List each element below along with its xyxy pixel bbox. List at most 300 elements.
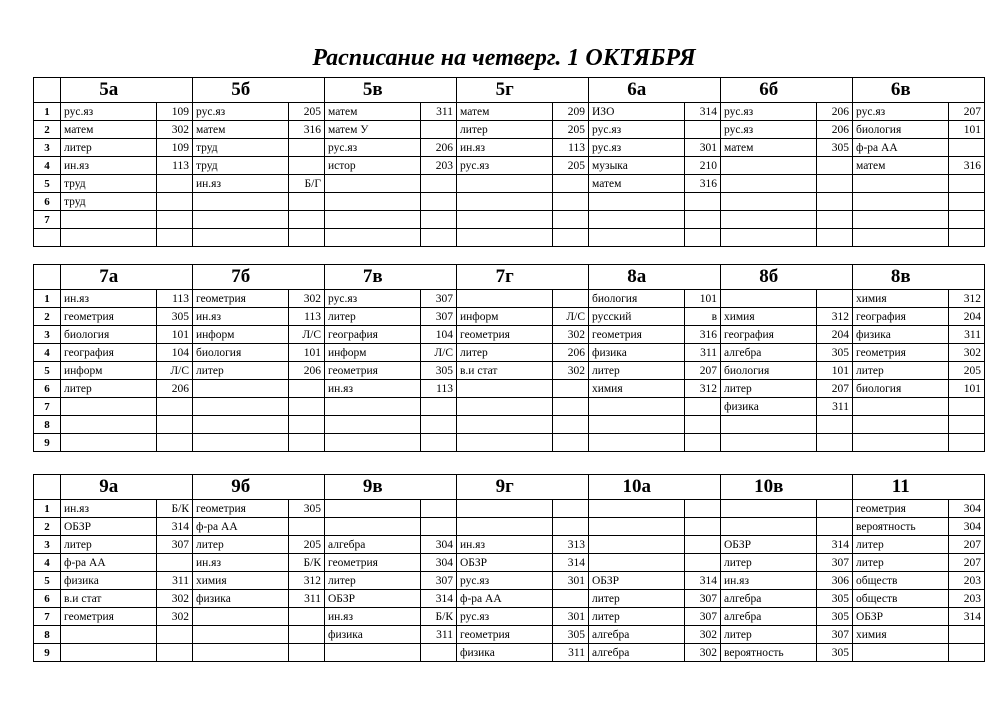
schedule-table-9-11 — [33, 474, 985, 662]
room-cell — [817, 175, 853, 193]
lesson-number: 2 — [34, 121, 61, 139]
lesson-row — [34, 121, 985, 139]
lesson-number: 1 — [34, 500, 61, 518]
room-cell — [949, 398, 985, 416]
room-cell: 304 — [421, 536, 457, 554]
subject-cell: химия — [589, 380, 685, 398]
subject-cell: литер — [193, 536, 289, 554]
subject-cell: геометрия — [193, 290, 289, 308]
room-cell: Б/К — [157, 500, 193, 518]
room-cell: 312 — [817, 308, 853, 326]
room-cell — [421, 229, 457, 247]
room-cell — [421, 518, 457, 536]
room-cell — [817, 290, 853, 308]
subject-cell — [589, 416, 685, 434]
room-cell: 205 — [289, 536, 325, 554]
room-cell: Б/К — [421, 608, 457, 626]
room-cell — [817, 434, 853, 452]
room-cell: 101 — [289, 344, 325, 362]
subject-cell — [721, 500, 817, 518]
subject-cell: ин.яз — [457, 536, 553, 554]
subject-cell: ОБЗР — [589, 572, 685, 590]
room-cell — [157, 416, 193, 434]
class-header: 9а — [61, 475, 157, 500]
class-header: 10а — [589, 475, 685, 500]
class-header: 5а — [61, 78, 157, 103]
subject-cell — [589, 211, 685, 229]
room-cell: 314 — [553, 554, 589, 572]
class-header: 6а — [589, 78, 685, 103]
room-cell: 306 — [817, 572, 853, 590]
lesson-row — [34, 380, 985, 398]
room-cell: 209 — [553, 103, 589, 121]
room-cell — [949, 416, 985, 434]
subject-cell: литер — [853, 362, 949, 380]
subject-cell: литер — [193, 362, 289, 380]
room-cell — [421, 398, 457, 416]
subject-cell: геометрия — [457, 326, 553, 344]
room-cell — [157, 644, 193, 662]
room-header — [289, 475, 325, 500]
room-cell — [553, 434, 589, 452]
room-cell — [157, 626, 193, 644]
subject-cell: матем — [853, 157, 949, 175]
room-cell: Б/Г — [289, 175, 325, 193]
room-cell: 312 — [685, 380, 721, 398]
subject-cell — [721, 193, 817, 211]
subject-cell — [457, 518, 553, 536]
subject-cell: литер — [61, 536, 157, 554]
room-cell — [685, 500, 721, 518]
room-cell: 312 — [289, 572, 325, 590]
lesson-number — [34, 229, 61, 247]
room-cell: 314 — [817, 536, 853, 554]
room-header — [553, 78, 589, 103]
room-cell — [949, 644, 985, 662]
room-cell: 101 — [157, 326, 193, 344]
lesson-row — [34, 344, 985, 362]
room-cell: 302 — [685, 644, 721, 662]
room-cell: 203 — [949, 590, 985, 608]
subject-cell: истор — [325, 157, 421, 175]
subject-cell: геометрия — [61, 308, 157, 326]
lesson-row — [34, 500, 985, 518]
subject-cell — [589, 536, 685, 554]
class-header: 11 — [853, 475, 949, 500]
subject-cell — [61, 398, 157, 416]
subject-cell — [193, 193, 289, 211]
room-cell: 206 — [817, 121, 853, 139]
room-header — [157, 475, 193, 500]
subject-cell: геометрия — [853, 500, 949, 518]
subject-cell: ф-ра АА — [61, 554, 157, 572]
subject-cell — [325, 175, 421, 193]
subject-cell — [325, 518, 421, 536]
lesson-number: 3 — [34, 326, 61, 344]
subject-cell: ин.яз — [193, 308, 289, 326]
subject-cell — [589, 434, 685, 452]
room-cell — [553, 175, 589, 193]
subject-cell — [61, 644, 157, 662]
room-cell — [949, 211, 985, 229]
room-cell — [553, 500, 589, 518]
room-cell — [685, 229, 721, 247]
class-header-row — [34, 78, 985, 103]
subject-cell: рус.яз — [61, 103, 157, 121]
room-cell: 204 — [949, 308, 985, 326]
subject-cell: ОБЗР — [721, 536, 817, 554]
lesson-number: 9 — [34, 434, 61, 452]
subject-cell: физика — [325, 626, 421, 644]
subject-cell: литер — [325, 308, 421, 326]
subject-cell: ин.яз — [325, 380, 421, 398]
room-header — [949, 265, 985, 290]
corner-cell — [34, 475, 61, 500]
lesson-row — [34, 536, 985, 554]
lesson-number: 6 — [34, 193, 61, 211]
subject-cell — [457, 500, 553, 518]
room-cell — [685, 211, 721, 229]
subject-cell — [721, 434, 817, 452]
lesson-number: 8 — [34, 626, 61, 644]
subject-cell: литер — [589, 608, 685, 626]
room-cell: 101 — [817, 362, 853, 380]
lesson-number: 4 — [34, 344, 61, 362]
subject-cell: матем — [589, 175, 685, 193]
room-cell — [289, 644, 325, 662]
lesson-row — [34, 103, 985, 121]
room-cell — [817, 500, 853, 518]
subject-cell — [325, 193, 421, 211]
subject-cell — [325, 398, 421, 416]
room-cell — [157, 554, 193, 572]
subject-cell: литер — [853, 536, 949, 554]
room-cell — [949, 434, 985, 452]
class-header: 7в — [325, 265, 421, 290]
subject-cell: труд — [193, 139, 289, 157]
subject-cell — [457, 193, 553, 211]
room-cell — [817, 518, 853, 536]
subject-cell: литер — [325, 572, 421, 590]
room-header — [157, 265, 193, 290]
class-header: 9в — [325, 475, 421, 500]
room-header — [553, 265, 589, 290]
subject-cell: литер — [721, 380, 817, 398]
room-cell: в — [685, 308, 721, 326]
room-cell: 203 — [949, 572, 985, 590]
room-cell: 205 — [553, 121, 589, 139]
subject-cell: ин.яз — [61, 157, 157, 175]
room-cell — [157, 398, 193, 416]
subject-cell — [589, 193, 685, 211]
subject-cell: ОБЗР — [457, 554, 553, 572]
subject-cell: рус.яз — [457, 572, 553, 590]
room-cell — [421, 175, 457, 193]
room-cell — [289, 380, 325, 398]
subject-cell — [193, 398, 289, 416]
room-cell: 311 — [553, 644, 589, 662]
room-cell: 301 — [685, 139, 721, 157]
room-cell — [289, 416, 325, 434]
room-cell — [817, 229, 853, 247]
room-cell: 307 — [817, 626, 853, 644]
subject-cell: в.и стат — [457, 362, 553, 380]
subject-cell — [61, 211, 157, 229]
room-cell — [421, 193, 457, 211]
room-cell: 205 — [289, 103, 325, 121]
room-cell — [421, 416, 457, 434]
subject-cell: музыка — [589, 157, 685, 175]
lesson-number: 8 — [34, 416, 61, 434]
subject-cell — [61, 229, 157, 247]
subject-cell — [721, 157, 817, 175]
room-cell — [289, 434, 325, 452]
class-header: 9г — [457, 475, 553, 500]
subject-cell: ф-ра АА — [853, 139, 949, 157]
room-cell — [289, 398, 325, 416]
subject-cell: вероятность — [721, 644, 817, 662]
lesson-row — [34, 326, 985, 344]
subject-cell — [193, 626, 289, 644]
schedule-table-5-6 — [33, 77, 985, 247]
room-cell — [157, 175, 193, 193]
lesson-row — [34, 157, 985, 175]
subject-cell: матем — [457, 103, 553, 121]
room-cell: 313 — [553, 536, 589, 554]
room-cell: 316 — [949, 157, 985, 175]
room-cell: 314 — [157, 518, 193, 536]
room-cell: 311 — [949, 326, 985, 344]
lesson-row — [34, 290, 985, 308]
subject-cell: химия — [721, 308, 817, 326]
room-cell: 311 — [421, 103, 457, 121]
room-cell: 104 — [157, 344, 193, 362]
subject-cell — [721, 229, 817, 247]
subject-cell: рус.яз — [457, 157, 553, 175]
subject-cell — [325, 229, 421, 247]
room-cell — [421, 434, 457, 452]
room-cell: 311 — [157, 572, 193, 590]
subject-cell — [853, 229, 949, 247]
subject-cell: рус.яз — [325, 139, 421, 157]
subject-cell: физика — [61, 572, 157, 590]
subject-cell: обществ — [853, 572, 949, 590]
subject-cell: литер — [61, 380, 157, 398]
room-cell: 206 — [817, 103, 853, 121]
subject-cell — [193, 416, 289, 434]
lesson-row — [34, 211, 985, 229]
lesson-number: 7 — [34, 608, 61, 626]
room-cell: 307 — [421, 308, 457, 326]
class-header: 5г — [457, 78, 553, 103]
subject-cell: труд — [61, 175, 157, 193]
room-cell — [553, 380, 589, 398]
room-cell — [421, 211, 457, 229]
subject-cell — [721, 416, 817, 434]
subject-cell: алгебра — [589, 644, 685, 662]
subject-cell: геометрия — [193, 500, 289, 518]
subject-cell: литер — [457, 121, 553, 139]
room-cell — [157, 193, 193, 211]
class-header: 5в — [325, 78, 421, 103]
subject-cell: ин.яз — [457, 139, 553, 157]
room-cell: 316 — [289, 121, 325, 139]
room-cell: Л/С — [421, 344, 457, 362]
class-header: 6в — [853, 78, 949, 103]
subject-cell: рус.яз — [589, 139, 685, 157]
subject-cell: геометрия — [61, 608, 157, 626]
subject-cell: алгебра — [721, 344, 817, 362]
room-cell: 302 — [685, 626, 721, 644]
subject-cell — [457, 211, 553, 229]
room-cell: 307 — [685, 608, 721, 626]
room-cell: 207 — [949, 536, 985, 554]
lesson-row — [34, 308, 985, 326]
subject-cell — [193, 229, 289, 247]
room-cell — [553, 398, 589, 416]
room-cell — [685, 121, 721, 139]
subject-cell — [457, 175, 553, 193]
room-cell — [685, 398, 721, 416]
subject-cell: труд — [193, 157, 289, 175]
room-cell: 113 — [421, 380, 457, 398]
lesson-number: 1 — [34, 103, 61, 121]
subject-cell: физика — [193, 590, 289, 608]
room-header — [421, 78, 457, 103]
class-header-row — [34, 475, 985, 500]
room-cell: 305 — [817, 644, 853, 662]
room-header — [685, 265, 721, 290]
room-cell: 314 — [685, 103, 721, 121]
subject-cell: биология — [61, 326, 157, 344]
room-header — [949, 475, 985, 500]
class-header: 8а — [589, 265, 685, 290]
room-header — [421, 475, 457, 500]
room-cell: 305 — [289, 500, 325, 518]
subject-cell: рус.яз — [589, 121, 685, 139]
subject-cell — [457, 398, 553, 416]
room-cell: 205 — [553, 157, 589, 175]
lesson-row — [34, 554, 985, 572]
room-cell: Л/С — [289, 326, 325, 344]
room-cell: 301 — [553, 608, 589, 626]
subject-cell: информ — [193, 326, 289, 344]
schedule-table-7-8 — [33, 264, 985, 452]
lesson-row — [34, 398, 985, 416]
subject-cell: биология — [853, 121, 949, 139]
lesson-number: 3 — [34, 139, 61, 157]
subject-cell — [853, 175, 949, 193]
class-header: 7г — [457, 265, 553, 290]
room-header — [685, 78, 721, 103]
room-cell — [817, 157, 853, 175]
subject-cell — [853, 193, 949, 211]
room-cell — [949, 229, 985, 247]
subject-cell: геометрия — [457, 626, 553, 644]
subject-cell — [721, 518, 817, 536]
subject-cell: информ — [61, 362, 157, 380]
subject-cell: физика — [589, 344, 685, 362]
subject-cell: ин.яз — [193, 175, 289, 193]
room-cell: 302 — [553, 362, 589, 380]
lesson-number: 5 — [34, 572, 61, 590]
page-title: Расписание на четверг. 1 ОКТЯБРЯ — [312, 45, 696, 71]
room-header — [817, 265, 853, 290]
subject-cell: алгебра — [721, 608, 817, 626]
room-header — [817, 475, 853, 500]
subject-cell: литер — [61, 139, 157, 157]
subject-cell — [853, 398, 949, 416]
room-cell — [685, 554, 721, 572]
subject-cell — [325, 644, 421, 662]
room-cell: 206 — [157, 380, 193, 398]
room-cell — [553, 290, 589, 308]
subject-cell — [589, 554, 685, 572]
room-cell: 311 — [421, 626, 457, 644]
room-cell — [685, 536, 721, 554]
room-cell: 101 — [949, 121, 985, 139]
subject-cell — [853, 416, 949, 434]
room-header — [157, 78, 193, 103]
subject-cell: обществ — [853, 590, 949, 608]
room-cell: 207 — [949, 554, 985, 572]
room-cell: 207 — [949, 103, 985, 121]
room-cell: 307 — [685, 590, 721, 608]
room-cell: 316 — [685, 326, 721, 344]
class-header: 6б — [721, 78, 817, 103]
room-cell — [817, 211, 853, 229]
subject-cell: ОБЗР — [61, 518, 157, 536]
subject-cell: литер — [589, 590, 685, 608]
room-cell: 307 — [817, 554, 853, 572]
room-cell: 207 — [817, 380, 853, 398]
subject-cell: география — [721, 326, 817, 344]
room-cell — [685, 518, 721, 536]
room-header — [685, 475, 721, 500]
room-cell: 206 — [421, 139, 457, 157]
room-cell — [553, 518, 589, 536]
subject-cell — [589, 518, 685, 536]
subject-cell: матем — [193, 121, 289, 139]
room-cell — [553, 229, 589, 247]
room-cell — [289, 211, 325, 229]
lesson-number: 5 — [34, 362, 61, 380]
lesson-row — [34, 416, 985, 434]
room-cell: 301 — [553, 572, 589, 590]
lesson-row — [34, 139, 985, 157]
room-cell: 302 — [949, 344, 985, 362]
room-cell: 311 — [817, 398, 853, 416]
subject-cell: литер — [853, 554, 949, 572]
room-cell: 307 — [421, 572, 457, 590]
room-cell: 304 — [421, 554, 457, 572]
subject-cell: биология — [721, 362, 817, 380]
subject-cell: ИЗО — [589, 103, 685, 121]
lesson-row — [34, 608, 985, 626]
room-cell: 206 — [553, 344, 589, 362]
subject-cell — [457, 434, 553, 452]
subject-cell: рус.яз — [193, 103, 289, 121]
room-cell — [289, 229, 325, 247]
lesson-number: 2 — [34, 308, 61, 326]
subject-cell — [193, 380, 289, 398]
room-cell — [289, 608, 325, 626]
subject-cell: алгебра — [721, 590, 817, 608]
subject-cell — [193, 644, 289, 662]
subject-cell: ф-ра АА — [457, 590, 553, 608]
subject-cell: рус.яз — [853, 103, 949, 121]
subject-cell — [61, 416, 157, 434]
